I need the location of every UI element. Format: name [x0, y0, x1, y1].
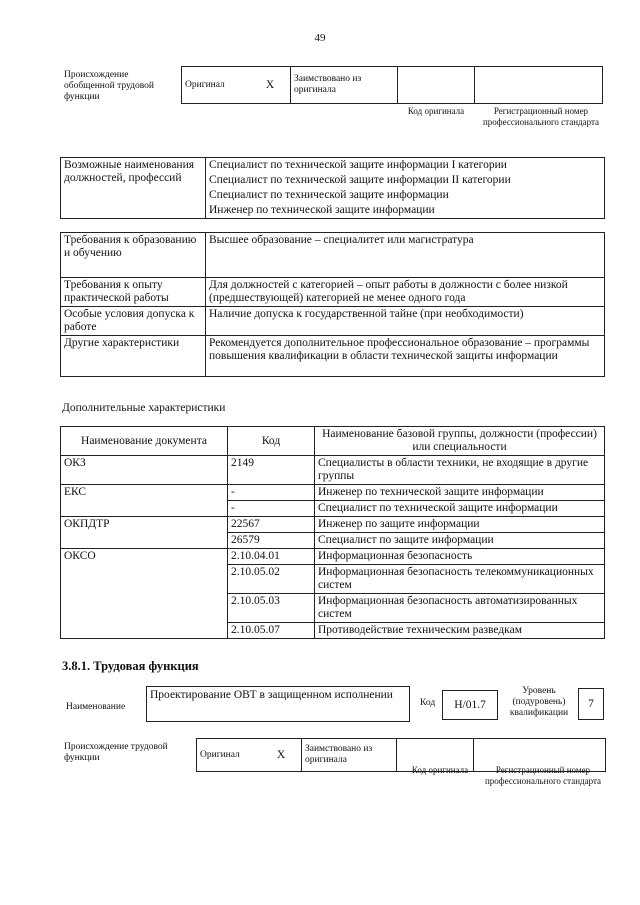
code-cell: 2.10.05.02: [228, 565, 315, 594]
req-label: Требования к опыту практической работы: [61, 278, 206, 307]
doc-cell: ОКСО: [61, 549, 228, 639]
borrowed-label: Заимствовано из оригинала: [291, 67, 398, 104]
code-cell: 2149: [228, 456, 315, 485]
col-header-name: Наименование базовой группы, должности (профессии) или специальности: [315, 427, 605, 456]
origin-table: [181, 66, 603, 104]
original-code-cell: [398, 67, 475, 104]
col-header-doc: Наименование документа: [61, 427, 228, 456]
positions-table: [60, 157, 605, 219]
table-row: [61, 336, 605, 377]
page-number: 49: [314, 32, 326, 44]
name-cell: Специалист по защите информации: [315, 533, 605, 549]
name-cell: Информационная безопасность автоматизированных систем: [315, 594, 605, 623]
origin-label: Происхождение обобщенной трудовой функции: [64, 70, 154, 102]
additional-title: Дополнительные характеристики: [62, 402, 226, 414]
position-item: Специалист по технической защите информации: [209, 189, 449, 201]
req-value: Высшее образование – специалитет или магистратура: [206, 233, 605, 278]
requirements-table: [60, 232, 605, 377]
position-item: Специалист по технической защите информации I категории: [209, 159, 507, 171]
table-row: [61, 485, 605, 501]
function-name-label: Наименование: [66, 702, 126, 712]
table-row: [61, 517, 605, 533]
reg-caption: Регистрационный номер профессионального стандарта: [484, 765, 602, 786]
req-label: Требования к образованию и обучению: [61, 233, 206, 278]
borrowed-label: Заимствовано из оригинала: [302, 739, 397, 772]
function-name-value: Проектирование ОВТ в защищенном исполнении: [146, 686, 410, 722]
req-value: Для должностей с категорией – опыт работы в должности с более низкой (предшествующей) категорией не менее одного года: [206, 278, 605, 307]
name-cell: Инженер по защите информации: [315, 517, 605, 533]
reg-number-cell: [475, 67, 603, 104]
function-code-label: Код: [420, 698, 436, 708]
req-value: Наличие допуска к государственной тайне (при необходимости): [206, 307, 605, 336]
name-cell: Специалисты в области техники, не входящие в другие группы: [315, 456, 605, 485]
level-label: Уровень (подуровень) квалификации: [509, 686, 569, 718]
function-code-value: Н/01.7: [442, 690, 498, 720]
code-cell: -: [228, 485, 315, 501]
code-cell: 2.10.05.03: [228, 594, 315, 623]
name-cell: Специалист по технической защите информации: [315, 501, 605, 517]
code-cell: 22567: [228, 517, 315, 533]
req-label: Особые условия допуска к работе: [61, 307, 206, 336]
code-cell: 2.10.04.01: [228, 549, 315, 565]
position-item: Инженер по технической защите информации: [209, 204, 435, 216]
code-cell: -: [228, 501, 315, 517]
name-cell: Информационная безопасность телекоммуникационных систем: [315, 565, 605, 594]
name-cell: Информационная безопасность: [315, 549, 605, 565]
name-cell: Инженер по технической защите информации: [315, 485, 605, 501]
table-row: [61, 549, 605, 565]
code-cell: 26579: [228, 533, 315, 549]
original-mark: X: [261, 739, 302, 772]
table-row: [61, 456, 605, 485]
level-value: 7: [578, 688, 604, 720]
doc-cell: ОКПДТР: [61, 517, 228, 549]
original-label: Оригинал: [197, 739, 262, 772]
doc-cell: ЕКС: [61, 485, 228, 517]
position-item: Специалист по технической защите информации II категории: [209, 174, 511, 186]
req-label: Другие характеристики: [61, 336, 206, 377]
req-value: Рекомендуется дополнительное профессиональное образование – программы повышения квалификации в области технической защиты информации: [206, 336, 605, 377]
positions-label: Возможные наименования должностей, профессий: [61, 158, 206, 219]
reg-caption: Регистрационный номер профессионального стандарта: [482, 106, 600, 127]
additional-table: [60, 426, 605, 639]
code-cell: 2.10.05.07: [228, 623, 315, 639]
table-row: [61, 233, 605, 278]
doc-cell: ОКЗ: [61, 456, 228, 485]
section-title: 3.8.1. Трудовая функция: [62, 659, 199, 673]
code-caption: Код оригинала: [407, 106, 465, 116]
code-caption: Код оригинала: [411, 765, 469, 775]
original-mark: X: [250, 67, 291, 104]
table-row: [61, 307, 605, 336]
original-label: Оригинал: [182, 67, 251, 104]
name-cell: Противодействие техническим разведкам: [315, 623, 605, 639]
col-header-code: Код: [228, 427, 315, 456]
table-row: [61, 278, 605, 307]
origin-label: Происхождение трудовой функции: [64, 742, 168, 763]
